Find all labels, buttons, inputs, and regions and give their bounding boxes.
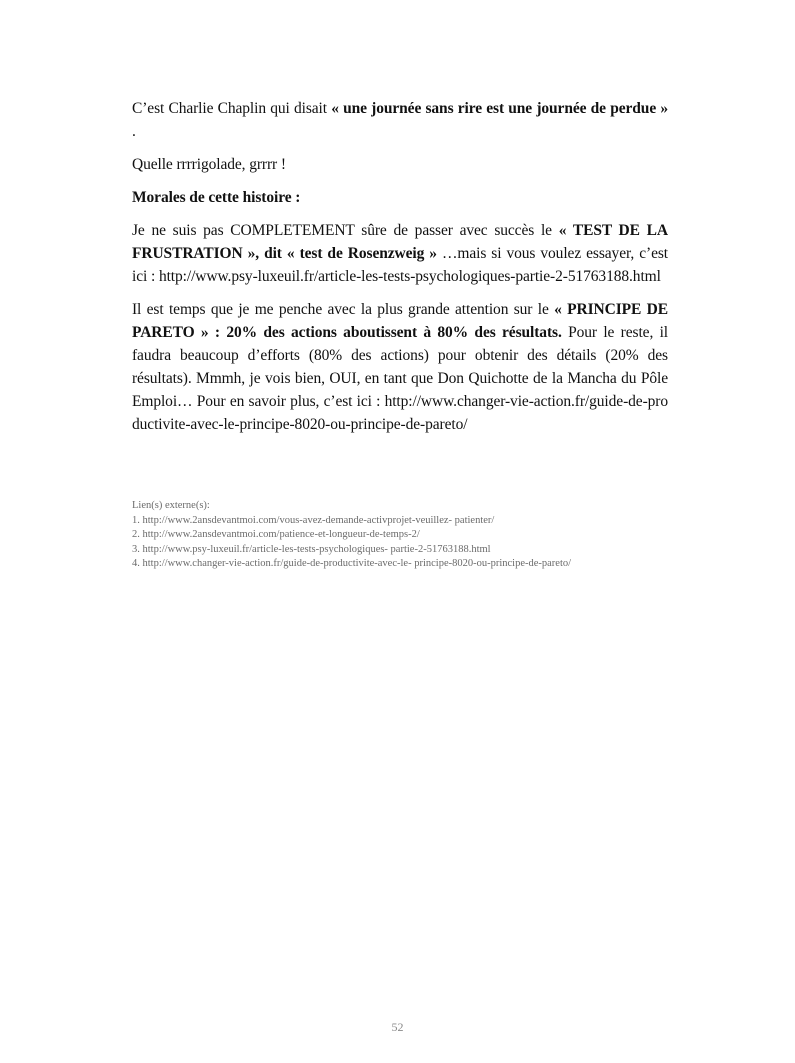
external-link-item[interactable]: 2. http://www.2ansdevantmoi.com/patience-et-longueur-de-temps-2/ xyxy=(132,529,420,540)
paragraph-pareto xyxy=(132,298,668,436)
paragraph-text: Pour le reste, il faudra beaucoup d’efforts (80% des actions) pour obtenir des détails (20% des résultats). Mmmh, je vois bien, OUI, en tant que Don Quichotte de la Mancha du Pôle Emploi… Pour en savoir plus, c’est ici : xyxy=(132,324,668,410)
paragraph-end: . xyxy=(132,123,136,140)
external-links xyxy=(132,499,692,572)
paragraph-frustration-test xyxy=(132,219,668,288)
external-link-item[interactable]: 1. http://www.2ansdevantmoi.com/vous-avez-demande-activprojet-veuillez- patienter/ xyxy=(132,514,495,526)
paragraph-text: Il est temps que je me penche avec la plus grande attention sur le xyxy=(132,301,555,318)
page-number: 52 xyxy=(391,1020,404,1034)
paragraph-text: C’est Charlie Chaplin qui disait xyxy=(132,100,332,117)
bold-text: « PRINCIPE DE PARETO » : 20% des actions aboutissent à 80% des résultats. xyxy=(132,301,668,341)
inline-url: http://www.psy-luxeuil.fr/article-les-tests-psychologiques-partie-2-51763188.html xyxy=(158,268,661,285)
section-heading xyxy=(132,186,668,209)
paragraph-rigolade xyxy=(132,153,668,176)
paragraph-text: …mais si vous voulez essayer, c’est ici : xyxy=(132,245,668,285)
paragraph-text: Je ne suis pas COMPLETEMENT sûre de passer avec succès le xyxy=(132,222,559,239)
paragraph-text: Quelle rrrrigolade, grrrr ! xyxy=(132,156,286,173)
paragraph-chaplin-quote xyxy=(132,97,668,143)
bold-text: « TEST DE LA FRUSTRATION », dit « test de Rosenzweig » xyxy=(132,222,668,262)
inline-url: http://www.changer-vie-action.fr/guide-de-productivite-avec-le-principe-8020-ou-principe-de-pareto/ xyxy=(132,393,668,433)
external-link-item[interactable]: 3. http://www.psy-luxeuil.fr/article-les-tests-psychologiques- partie-2-51763188.html xyxy=(132,543,491,555)
external-links-title: Lien(s) externe(s): xyxy=(132,500,210,511)
document-body xyxy=(132,97,668,446)
external-link-item[interactable]: 4. http://www.changer-vie-action.fr/guide-de-productivite-avec-le- principe-8020-ou-principe-de-pareto/ xyxy=(132,558,572,569)
quote-text: « une journée sans rire est une journée de perdue » xyxy=(331,100,668,117)
morales-heading: Morales de cette histoire : xyxy=(132,189,301,206)
